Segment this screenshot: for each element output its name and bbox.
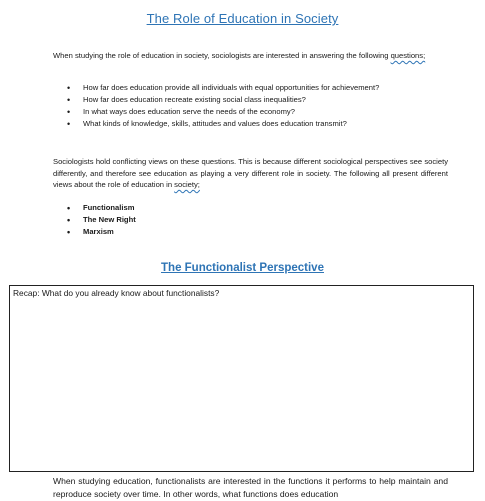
- functionalist-paragraph: When studying education, functionalists are interested in the functions it performs to help maintain and reproduce society over time. In other words, what functions does education: [53, 476, 448, 499]
- recap-label: Recap: What do you already know about functionalists?: [13, 288, 220, 298]
- questions-list: [53, 82, 379, 130]
- intro-paragraph: [53, 50, 448, 62]
- question-item: • In what ways does education serve the needs of the economy?: [53, 106, 379, 118]
- view-item-functionalism: • Functionalism: [53, 202, 136, 214]
- question-item: • How far does education recreate existing social class inequalities?: [53, 94, 379, 106]
- question-item: • How far does education provide all individuals with equal opportunities for achievement?: [53, 82, 379, 94]
- document-title: The Role of Education in Society: [146, 11, 339, 26]
- intro-text: When studying the role of education in society, sociologists are interested in answering the following: [53, 51, 389, 60]
- section-heading: The Functionalist Perspective: [161, 262, 324, 274]
- view-item-marxism: • Marxism: [53, 226, 136, 238]
- conflict-underlined-word: society;: [174, 180, 200, 189]
- views-list: [53, 202, 136, 238]
- view-item-new-right: • The New Right: [53, 214, 136, 226]
- conflict-paragraph: [53, 156, 448, 191]
- recap-answer-box[interactable]: [9, 285, 474, 472]
- intro-underlined-word: questions;: [390, 51, 426, 60]
- conflict-text: Sociologists hold conflicting views on these questions. This is because different sociological perspectives see society differently, and therefore see education as playing a very different role in society. The following all present different views about the role of education in: [53, 157, 448, 189]
- question-item: • What kinds of knowledge, skills, attitudes and values does education transmit?: [53, 118, 379, 130]
